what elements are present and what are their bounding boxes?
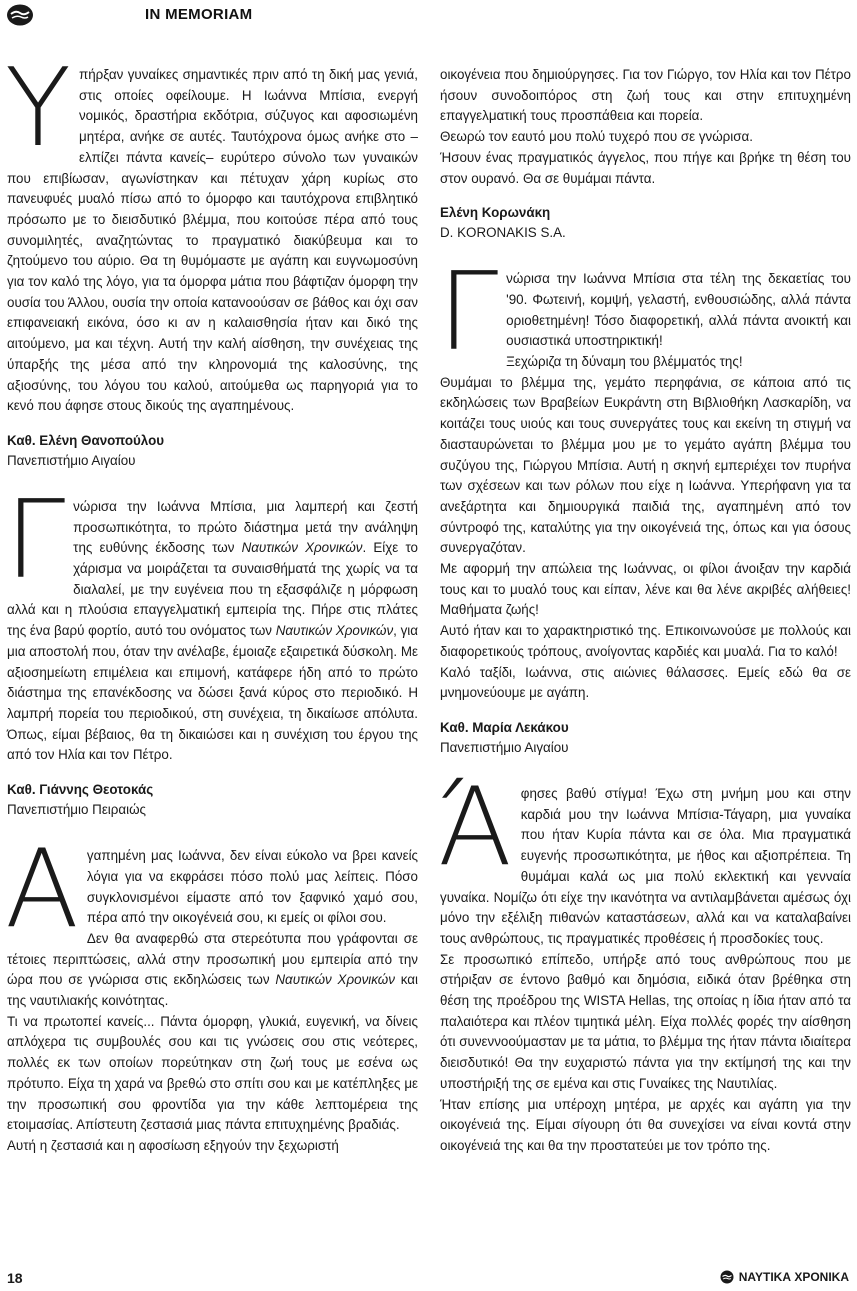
- signature-org: Πανεπιστήμιο Αιγαίου: [440, 739, 569, 755]
- tribute-text: οικογένεια που δημιούργησες. Για τον Γιώργο, τον Ηλία και τον Πέτρο ήσουν συνοδοιπόρος στη ζωή τους και στην επιτυχημένη επαγγελματική τους προσπάθεια και πορεία.: [440, 67, 851, 124]
- tribute-theotokas: [5, 477, 419, 820]
- drop-cap: Ά: [438, 764, 513, 890]
- tribute-text: Αυτό ήταν και το χαρακτηριστικό της. Επικοινωνούσε με πολλούς και διαφορετικούς τρόπους, ανοίγοντας καρδιές και μυαλά. Για το καλό!: [440, 623, 851, 659]
- drop-cap: Α: [5, 827, 79, 953]
- tribute-lekakou: [438, 250, 851, 758]
- page-number: 18: [7, 1270, 23, 1286]
- drop-cap: Υ: [5, 46, 71, 171]
- signature-org: Πανεπιστήμιο Πειραιώς: [7, 802, 147, 818]
- signature-name: Καθ. Ελένη Θανοπούλου: [7, 432, 165, 448]
- tribute-text: Καλό ταξίδι, Ιωάννα, στις αιώνιες θάλασσες. Εμείς εδώ θα σε μνημονεύουμε με αγάπη.: [440, 664, 851, 701]
- page-header: [0, 0, 857, 34]
- tribute-koronaki: [5, 827, 419, 1157]
- tribute-text: Ήσουν ένας πραγματικός άγγελος, που πήγε και βρήκε τη θέση του στον ουρανό. Θα σε θυμάμαι πάντα.: [440, 149, 851, 186]
- tribute-text: Τι να πρωτοπεί κανείς... Πάντα όμορφη, γλυκιά, ευγενική, να δίνεις απλόχερα τις συμβουλές σου και τις γνώσεις σου στις νεότερες, πολλές εκ των οποίων πορεύτηκαν στη ζωή τους με εσένα ως πρότυπο. Είχα τη χαρά να βρεθώ στο σπίτι σου και με κατέπληξες με την προσωπική σου φροντίδα για την κάθε λεπτομέρεια της ετοιμασίας. Απίστευτη ζεστασιά μιας πάντα επιτυχημένης βραδιάς.: [7, 1013, 418, 1133]
- tribute-text: Σε προσωπικό επίπεδο, υπήρξε από τους ανθρώπους που με στήριξαν σε έντονο βαθμό και δημόσια, ειδικά όταν βρέθηκα στη θέση της προέδρου της WISTA Hellas, της οποίας η ίδια ήταν από τα παλαιότερα και πλέον τιμητικά μέλη. Είχα πολλές φορές την αίσθηση ότι συνεννοούμασταν με τα μάτια, το βλέμμα της ήταν πάντα ιδιαίτερα διεισδυτικό! Θα την ευχαριστώ πάντα για την εκτίμησή της και την υποστήριξή της σε εμένα και στις Γυναίκες της Ναυτιλίας.: [440, 951, 851, 1091]
- tribute-wista: [438, 764, 851, 1157]
- tribute-text: Ήταν επίσης μια υπέροχη μητέρα, με αρχές και αγάπη για την οικογένειά της. Είμαι σίγουρη ότι θα συνεχίσει να είναι κοντά στην οικογένειά της και θα την προστατεύει με τον τρόπο της.: [440, 1096, 851, 1153]
- tribute-text: Δεν θα αναφερθώ στα στερεότυπα που γράφονται σε τέτοιες περιπτώσεις, αλλά στην προσωπική μου εμπειρία από την ώρα που σε γνώρισα στις εκδηλώσεις των Ναυτικών Χρονικών και της ναυτιλιακής κοινότητας.: [7, 930, 419, 1009]
- brand-logo-icon: [720, 1270, 734, 1284]
- drop-cap: Γ: [438, 250, 499, 376]
- tribute-text: Αγαπημένη μας Ιωάννα, δεν είναι εύκολο να βρει κανείς λόγια για να εκφράσει πόσο πολύ μας λείπεις. Πόσο συγκλονισμένοι είμαστε από τον ξαφνικό χαμό σου, πέρα από την οικογένειά σου, κι εμείς οι φίλοι σου.: [5, 827, 418, 953]
- signature-name: Καθ. Μαρία Λεκάκου: [440, 719, 569, 735]
- signature-org: Πανεπιστήμιο Αιγαίου: [7, 452, 136, 468]
- tribute-thanopoulou: [5, 46, 418, 471]
- brand-logo-icon: [6, 4, 34, 26]
- brand-name: ΝΑΥΤΙΚΑ ΧΡΟΝΙΚΑ: [738, 1270, 849, 1284]
- tribute-text: Άφησες βαθύ στίγμα! Έχω στη μνήμη μου και στην καρδιά μου την Ιωάννα Μπίσια-Τάγαρη, μια γυναίκα που ήταν Κυρία πάντα και σε όλα. Μια πραγματικά ευγενής προσωπικότητα, με ήθος και αξιοπρέπεια. Τη θυμάμαι καλά ως μια πολύ εκλεκτική και γενναία γυναίκα. Νομίζω ότι είχε την ικανότητα να αντιλαμβάνεται αμέσως όχι μόνο την εξέλιξη πιθανών καταστάσεων, αλλά και να καταλαβαίνει τους ανθρώπους, τις πραγματικές προθέσεις ή προσδοκίες τους.: [438, 764, 851, 946]
- right-column: [440, 65, 851, 1157]
- signature-name: Ελένη Κορωνάκη: [440, 205, 551, 221]
- signature-name: Καθ. Γιάννης Θεοτοκάς: [7, 782, 154, 798]
- tribute-text: Με αφορμή την απώλεια της Ιωάννας, οι φίλοι άνοιξαν την καρδιά τους και το μυαλό τους και είπαν, λένε και θα λένε ακριβές αλήθειες! Μαθήματα ζωής!: [440, 561, 851, 618]
- left-column: [5, 46, 419, 1157]
- section-title: IN MEMORIAM: [145, 6, 253, 23]
- tribute-text: Θεωρώ τον εαυτό μου πολύ τυχερό που σε γνώρισα.: [440, 129, 754, 145]
- tribute-text: Γνώρισα την Ιωάννα Μπίσια, μια λαμπερή και ζεστή προσωπικότητα, το πρώτο διάστημα μετά την ανάληψη της ευθύνης έκδοσης των Ναυτικών Χρονικών. Είχε το χάρισμα να μοιράζεται τα συναισθήματά της χωρίς να τα διαλαλεί, με την ευγένεια που τη εξασφάλιζε η μόρφωση αλλά και η πλούσια επαγγελματική εμπειρία της. Πήρε στις πλάτες της ένα βαρύ φορτίο, αυτό του ονόματος των Ναυτικών Χρονικών, για μια αποστολή που, όταν την ανέλαβε, έμοιαζε εξαιρετικά δύσκολη. Με αξιοσημείωτη επιμέλεια και επιμονή, κατάφερε ήδη από το πρώτο διάστημα της επανέκδοσης να δώσει ξανά κύρος στο περιοδικό. Η λαμπρή πορεία του περιοδικού, στη συνέχεια, τη δικαίωσε απόλυτα. Όπως, είμαι βέβαιος, θα τη δικαιώσει και η συνέχιση του έργου της από τον Ηλία και τον Πέτρο.: [5, 477, 419, 763]
- tribute-text: Θυμάμαι το βλέμμα της, γεμάτο περηφάνια, σε κάποια από τις εκδηλώσεις των Βραβείων Ευκράντη στη Βιβλιοθήκη Λασκαρίδη, να κοιτάζει τους υιούς και τους συνεργάτες τους και εκείνη τη στιγμή να διασταυρώνεται το βλέμμα μου με το γεμάτο αγάπη βλέμμα του συζύγου της, Γιώργου Μπίσια. Αυτή η σκηνή εμπεριέχει τον πυρήνα των σχέσεων και των ρόλων που είχε η Ιωάννα. Υπερήφανη για τα ανεξάρτητα και δημιουργικά παιδιά της, αγαπημένη από τον σύντροφό της, καταλύτης για την οικογένειά της, όπως και για όσους συνεργαζόταν.: [440, 374, 851, 556]
- tribute-text: Υπήρξαν γυναίκες σημαντικές πριν από τη δική μας γενιά, στις οποίες οφείλουμε. Η Ιωάννα Μπίσια, ενεργή νομικός, δραστήρια εκδότρια, σύζυγος και αφοσιωμένη μητέρα, ανήκε σε αυτές. Ταυτόχρονα όμως ανήκε στο –ελπίζει πάντα κανείς– ευρύτερο σύνολο των γυναικών που επιβίωσαν, αγωνίστηκαν και πέτυχαν χάρη κυρίως στο πανευφυές μυαλό πίσω από το όμορφο και ταυτόχρονα επιβλητικό πρόσωπο με το διεισδυτικό βλέμμα, που κοιτούσε πέρα από τους συνομιλητές, αναζητώντας το πραγματικό διακύβευμα και το ζητούμενο του αύριο. Θα τη θυμόμαστε με αγάπη και ευγνωμοσύνη για τον καλό της λόγο, για τα όμορφα μάτια που βάφτιζαν όμορφη την ουσία του Άλλου, ουσία την οποία κατανοούσαν σε βάθος και όχι σαν επιφανειακή εικόνα, όσο κι αν η καλαισθησία ήταν και δικό της αιτούμενο, μα και τέχνη. Αυτή την καλή αίσθηση, την συνέχειας της ύπαρξής της μέσα από την κληρονομιά της καλοσύνης, της αξιοσύνης, του λόγου του καλού, αιτούμεθα ως παρηγοριά για το κενό που άφησε στους δικούς της αγαπημένους.: [5, 46, 418, 414]
- tribute-text: Γνώρισα την Ιωάννα Μπίσια στα τέλη της δεκαετίας του '90. Φωτεινή, κομψή, γελαστή, ενθουσιώδης, αλλά πάντα οριοθετημένη! Τόσο διαφορετική, αλλά πάντα ανοικτή και ουσιαστικά υποστηρικτική!: [438, 250, 851, 376]
- tribute-text: Ξεχώριζα τη δύναμη του βλέμματός της!: [506, 354, 743, 370]
- signature-org: D. KORONAKIS S.A.: [440, 225, 566, 241]
- tribute-text: Αυτή η ζεστασιά και η αφοσίωση εξηγούν την ξεχωριστή: [7, 1137, 339, 1153]
- drop-cap: Γ: [5, 477, 66, 603]
- tribute-koronaki-continued: [440, 65, 851, 243]
- footer-brand: [720, 1270, 849, 1284]
